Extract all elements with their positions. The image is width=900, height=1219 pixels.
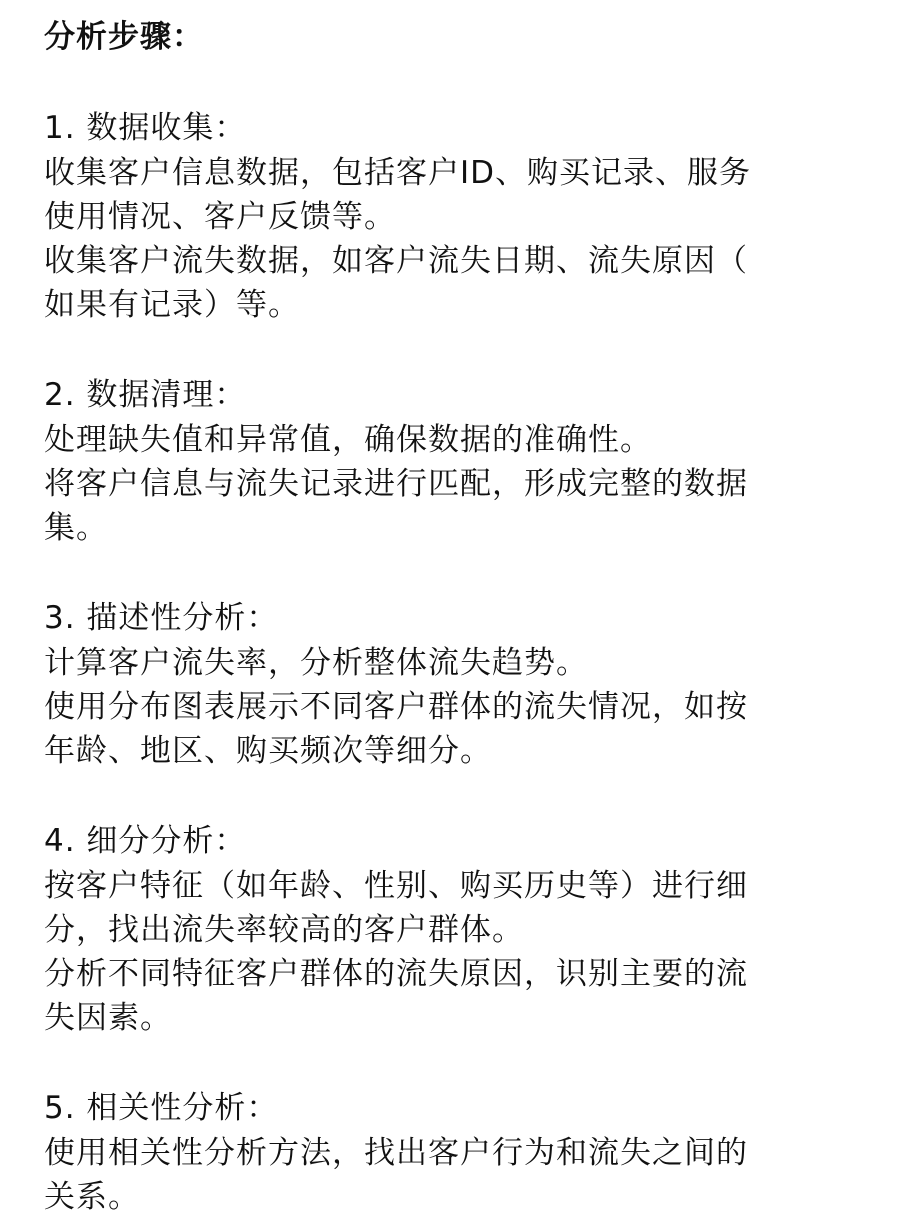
- document-body: [44, 14, 844, 1219]
- section-segment-analysis: [44, 818, 844, 1040]
- text-line: 使用相关性分析方法，找出客户行为和流失之间的: [44, 1135, 748, 1171]
- section-data-cleaning: [44, 372, 844, 550]
- text-line: 按客户特征（如年龄、性别、购买历史等）进行细: [44, 868, 748, 904]
- section-title: 3. 描述性分析：: [44, 600, 279, 636]
- text-line: 年龄、地区、购买频次等细分。: [44, 733, 492, 769]
- text-line: 分，找出流失率较高的客户群体。: [44, 912, 524, 948]
- section-title: 4. 细分分析：: [44, 823, 247, 859]
- text-line: 收集客户流失数据，如客户流失日期、流失原因（: [44, 243, 748, 279]
- section-title: 1. 数据收集：: [44, 110, 247, 146]
- section-descriptive-analysis: [44, 595, 844, 773]
- section-title: 5. 相关性分析：: [44, 1090, 279, 1126]
- text-line: 使用情况、客户反馈等。: [44, 199, 396, 235]
- text-line: 失因素。: [44, 1000, 172, 1036]
- text-line: 处理缺失值和异常值，确保数据的准确性。: [44, 422, 652, 458]
- document-heading: 分析步骤：: [44, 19, 204, 55]
- text-line: 集。: [44, 510, 108, 546]
- text-line: 如果有记录）等。: [44, 287, 300, 323]
- section-correlation-analysis: [44, 1085, 844, 1219]
- text-line: 关系。: [44, 1179, 140, 1215]
- text-line: 将客户信息与流失记录进行匹配，形成完整的数据: [44, 466, 748, 502]
- section-title: 2. 数据清理：: [44, 377, 247, 413]
- text-line: 收集客户信息数据，包括客户ID、购买记录、服务: [44, 155, 752, 191]
- text-line: 使用分布图表展示不同客户群体的流失情况，如按: [44, 689, 748, 725]
- text-line: 计算客户流失率，分析整体流失趋势。: [44, 645, 588, 681]
- section-data-collection: [44, 105, 844, 327]
- text-line: 分析不同特征客户群体的流失原因，识别主要的流: [44, 956, 748, 992]
